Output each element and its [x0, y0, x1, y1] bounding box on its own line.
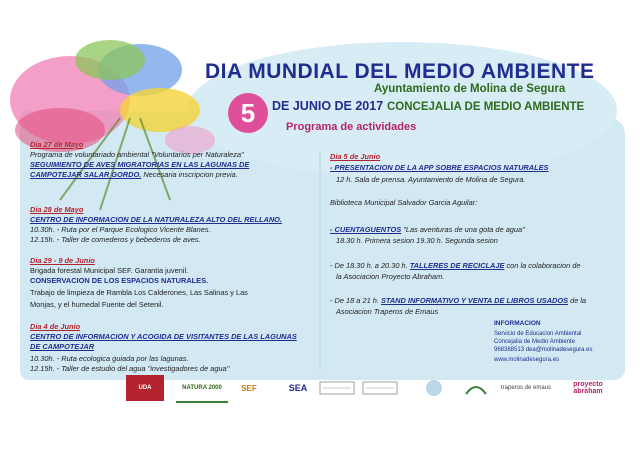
day-heading: Dia 28 de Mayo	[30, 205, 84, 214]
activity-title: - PRESENTACION DE LA APP SOBRE ESPACIOS NATURALES	[330, 163, 549, 172]
activity-line	[330, 225, 525, 235]
activity-line	[330, 261, 580, 271]
activity-line: Brigada forestal Municipal SEF. Garantia juvenil.	[30, 266, 189, 275]
activity-note: Necesaria inscripcion previa.	[141, 170, 238, 179]
info-line: 968388513 dea@molinadesegura.es	[494, 347, 593, 353]
activity-line: 12.15h. - Taller de estudio del agua "investigadores de agua"	[30, 364, 230, 373]
institution-logo	[362, 375, 398, 401]
activity-line	[30, 170, 238, 180]
day-heading: Dia 27 de Mayo	[30, 140, 84, 149]
activity-line	[330, 296, 586, 306]
activity-title: TALLERES DE RECICLAJE	[409, 261, 505, 270]
sea-logo: SEA	[288, 383, 308, 393]
institution-logo	[414, 375, 454, 401]
activity-title: SEGUIMIENTO DE AVES MIGRATORIAS EN LAS LAGUNAS DE	[30, 160, 250, 169]
activity-title: STAND INFORMATIVO Y VENTA DE LIBROS USADOS	[380, 296, 569, 305]
activity-note: de la	[568, 296, 587, 305]
institution-logo-mark	[463, 378, 489, 398]
info-line: Concejalia de Medio Ambiente	[494, 339, 576, 345]
institution-logo	[462, 375, 490, 401]
activity-line: 12.15h. - Taller de comederos y bebederos de aves.	[30, 235, 201, 244]
activity-line: 10.30h. - Ruta por el Parque Ecologico Vicente Blanes.	[30, 225, 211, 234]
traperos-de-emaus-logo: traperos de emaus	[500, 385, 552, 391]
activity-title: CAMPOTEJAR SALAR GORDO.	[30, 170, 142, 179]
program-label: Programa de actividades	[286, 121, 417, 133]
activity-title: CONSERVACION DE LOS ESPACIOS NATURALES.	[30, 276, 209, 285]
flower-yellow	[120, 88, 200, 132]
institution-logo-mark	[319, 379, 355, 397]
day-heading: Dia 4 de Junio	[30, 322, 81, 331]
activity-line: Asociacion Traperos de Emaus	[336, 307, 439, 316]
activity-title: CENTRO DE INFORMACION Y ACOGIDA DE VISITANTES DE LAS LAGUNAS	[30, 332, 297, 341]
activity-line: 10.30h. - Ruta ecologica guiada por las lagunas.	[30, 354, 189, 363]
activity-line: 12 h. Sala de prensa. Ayuntamiento de Molina de Segura.	[336, 175, 526, 184]
activity-note: "Las aventuras de una gota de agua"	[401, 225, 525, 234]
activity-title: - CUENTAGUENTOS	[330, 225, 402, 234]
sponsor-logos	[120, 375, 620, 403]
proyecto-abraham-logo: proyecto abraham	[573, 381, 603, 395]
activity-line: la Asociacion Proyecto Abraham.	[336, 272, 445, 281]
sef-logo: SEF	[241, 383, 257, 393]
institution-logo	[318, 375, 356, 401]
activity-note: con la colaboracion de	[504, 261, 581, 270]
activity-line: Biblioteca Municipal Salvador Garcia Aguilar:	[330, 198, 478, 207]
organizer: Ayuntamiento de Molina de Segura	[374, 83, 566, 95]
activity-note: - De 18.30 h. a 20.30 h.	[330, 261, 410, 270]
institution-logo-mark	[415, 378, 453, 398]
activity-line: Monjas, y el humedal Fuente del Setenil.	[30, 300, 164, 309]
activity-note: - De 18 a 21 h.	[330, 296, 381, 305]
natura-2000-logo: NATURA 2000	[176, 375, 228, 403]
poster-title: DIA MUNDIAL DEL MEDIO AMBIENTE	[205, 60, 595, 83]
day-heading: Dia 29 - 9 de Junio	[30, 256, 95, 265]
activity-line: 18.30 h. Primera sesion 19.30 h. Segunda sesion	[336, 236, 498, 245]
uda-logo: UDA	[126, 375, 164, 401]
event-date: DE JUNIO DE 2017	[272, 99, 384, 113]
day-heading: Dia 5 de Junio	[330, 152, 381, 161]
info-link[interactable]: www.molinadesegura.es	[494, 357, 560, 363]
activity-title: CENTRO DE INFORMACION DE LA NATURALEZA ALTO DEL RELLANO.	[30, 215, 282, 224]
activity-line: Trabajo de limpieza de Rambla Los Calderones, Las Salinas y Las	[30, 288, 248, 297]
flower-green	[75, 40, 145, 80]
institution-logo-mark	[362, 379, 398, 397]
info-line: Servicio de Educacion Ambiental	[494, 331, 582, 337]
activity-title: DE CAMPOTEJAR	[30, 342, 95, 351]
department: CONCEJALIA DE MEDIO AMBIENTE	[387, 101, 585, 113]
info-heading: INFORMACION	[494, 320, 541, 327]
date-day-circle: 5	[228, 93, 268, 133]
activity-line: Programa de voluntariado ambiental "Voluntarios per Naturaleza"	[30, 150, 244, 159]
